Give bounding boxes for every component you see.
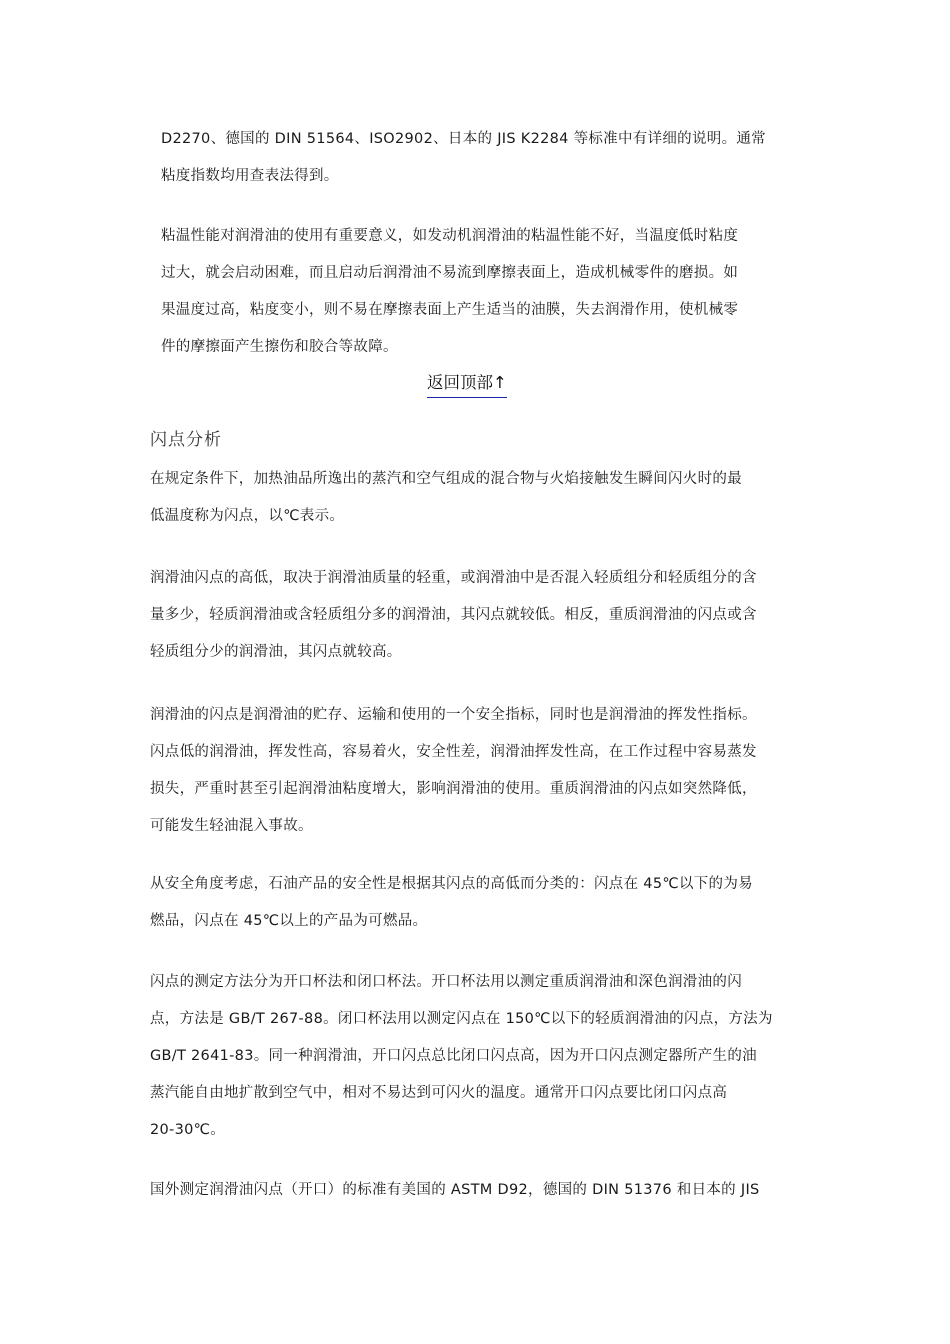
text-line: 粘度指数均用查表法得到。 <box>161 168 339 184</box>
text-line: 在规定条件下，加热油品所逸出的蒸汽和空气组成的混合物与火焰接触发生瞬间闪火时的最 <box>150 471 742 487</box>
text-line: D2270、德国的 DIN 51564、ISO2902、日本的 JIS K2284 等标准中有详细的说明。通常 <box>161 131 766 147</box>
text-line: 件的摩擦面产生擦伤和胶合等故障。 <box>161 339 398 355</box>
section-title: 闪点分析 <box>150 430 222 450</box>
text-line: 量多少，轻质润滑油或含轻质组分多的润滑油，其闪点就较低。相反，重质润滑油的闪点或含 <box>150 607 757 623</box>
flash-point-classification-paragraph <box>150 866 802 940</box>
flash-point-safety-paragraph <box>150 697 802 845</box>
flash-point-definition-paragraph <box>150 461 802 535</box>
text-line: 闪点的测定方法分为开口杯法和闭口杯法。开口杯法用以测定重质润滑油和深色润滑油的闪 <box>150 974 742 990</box>
text-line: 润滑油的闪点是润滑油的贮存、运输和使用的一个安全指标，同时也是润滑油的挥发性指标。 <box>150 707 757 723</box>
text-line: 粘温性能对润滑油的使用有重要意义，如发动机润滑油的粘温性能不好，当温度低时粘度 <box>161 228 739 244</box>
flash-point-factors-paragraph <box>150 560 802 671</box>
text-line: 轻质组分少的润滑油，其闪点就较高。 <box>150 644 402 660</box>
text-line: 可能发生轻油混入事故。 <box>150 818 313 834</box>
text-line: 国外测定润滑油闪点（开口）的标准有美国的 ASTM D92，德国的 DIN 51376 和日本的 JIS <box>150 1182 760 1198</box>
text-line: 从安全角度考虑，石油产品的安全性是根据其闪点的高低而分类的：闪点在 45℃以下的为易 <box>150 876 753 892</box>
flash-point-methods-paragraph <box>150 964 802 1149</box>
text-line: 损失，严重时甚至引起润滑油粘度增大，影响润滑油的使用。重质润滑油的闪点如突然降低， <box>150 781 757 797</box>
text-line: 蒸汽能自由地扩散到空气中，相对不易达到可闪火的温度。通常开口闪点要比闭口闪点高 <box>150 1085 728 1101</box>
text-line: GB/T 2641-83。同一种润滑油，开口闪点总比闭口闪点高，因为开口闪点测定器所产生的油 <box>150 1048 757 1064</box>
text-line: 燃品，闪点在 45℃以上的产品为可燃品。 <box>150 913 428 929</box>
text-line: 过大，就会启动困难，而且启动后润滑油不易流到摩擦表面上，造成机械零件的磨损。如 <box>161 265 739 281</box>
text-line: 润滑油闪点的高低，取决于润滑油质量的轻重，或润滑油中是否混入轻质组分和轻质组分的含 <box>150 570 757 586</box>
text-line: 点，方法是 GB/T 267-88。闭口杯法用以测定闪点在 150℃以下的轻质润滑油的闪点，方法为 <box>150 1011 773 1027</box>
back-to-top-link[interactable]: 返回顶部↑ <box>427 370 507 398</box>
text-line: 果温度过高，粘度变小，则不易在摩擦表面上产生适当的油膜，失去润滑作用，使机械零 <box>161 302 739 318</box>
text-line: 低温度称为闪点，以℃表示。 <box>150 508 345 524</box>
intro-paragraph <box>161 121 801 195</box>
foreign-standards-paragraph <box>150 1172 802 1209</box>
text-line: 闪点低的润滑油，挥发性高，容易着火，安全性差，润滑油挥发性高，在工作过程中容易蒸发 <box>150 744 757 760</box>
viscosity-temperature-paragraph <box>161 218 801 366</box>
text-line: 20-30℃。 <box>150 1122 226 1138</box>
